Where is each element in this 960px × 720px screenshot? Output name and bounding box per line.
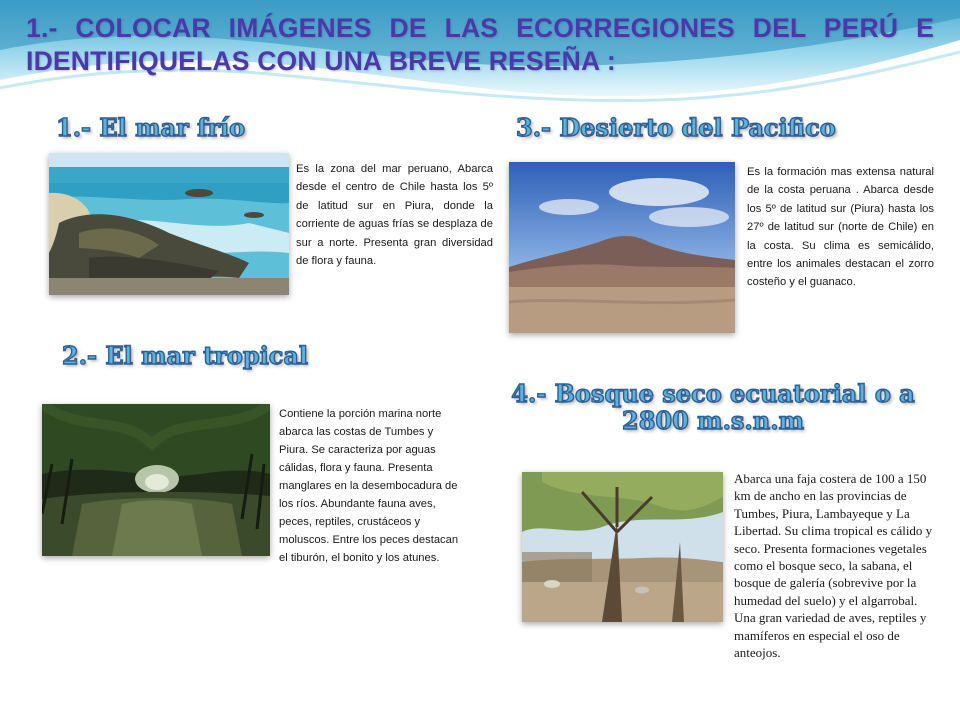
dry-forest-photo	[522, 472, 723, 622]
heading-mar-tropical: 2.- El mar tropical	[62, 341, 308, 370]
text-mar-tropical: Contiene la porción marina norte abarca las costas de Tumbes y Piura. Se caracteriza por aguas cálidas, flora y fauna. Presenta manglares en la desembocadura de los ríos. Abundante fauna aves, peces, reptiles, crustáceos y moluscos. Entre los peces destacan el tiburón, el bonito y los atunes.	[279, 408, 459, 564]
heading-mar-frio: 1.- El mar frío	[56, 113, 246, 142]
mangrove-photo	[42, 404, 270, 556]
heading-bosque-seco: 4.- Bosque seco ecuatorial o a 2800 m.s.n.m	[511, 379, 915, 435]
desert-photo	[509, 162, 735, 333]
text-desierto-pacifico: Es la formación mas extensa natural de la costa peruana . Abarca desde los 5º de latitud sur (Piura) hasta los 27º de latitud sur (norte de Chile) en la costa. Su clima es semicálido, entre los animales destacan el zorro costeño y el guanaco.	[747, 166, 934, 289]
heading-desierto-pacifico: 3.- Desierto del Pacifico	[516, 113, 836, 142]
slide-title: 1.- COLOCAR IMÁGENES DE LAS ECORREGIONES DEL PERÚ E IDENTIFIQUELAS CON UNA BREVE RESEÑA :	[26, 13, 934, 76]
text-bosque-seco: Abarca una faja costera de 100 a 150 km de ancho en las provincias de Tumbes, Piura, Lambayeque y La Libertad. Su clima tropical es cálido y seco. Presenta formaciones vegetales como el bosque seco, la sabana, el bosque de galería (sobrevive por la humedad del suelo) y el algarrobal. Una gran variedad de aves, reptiles y mamíferos en especial el oso de anteojos.	[734, 471, 933, 661]
text-mar-frio: Es la zona del mar peruano, Abarca desde el centro de Chile hasta los 5º de latitud sur en Piura, donde la corriente de aguas frías se desplaza de sur a norte. Presenta gran diversidad de flora y fauna.	[296, 163, 493, 268]
cold-sea-photo	[49, 153, 289, 295]
